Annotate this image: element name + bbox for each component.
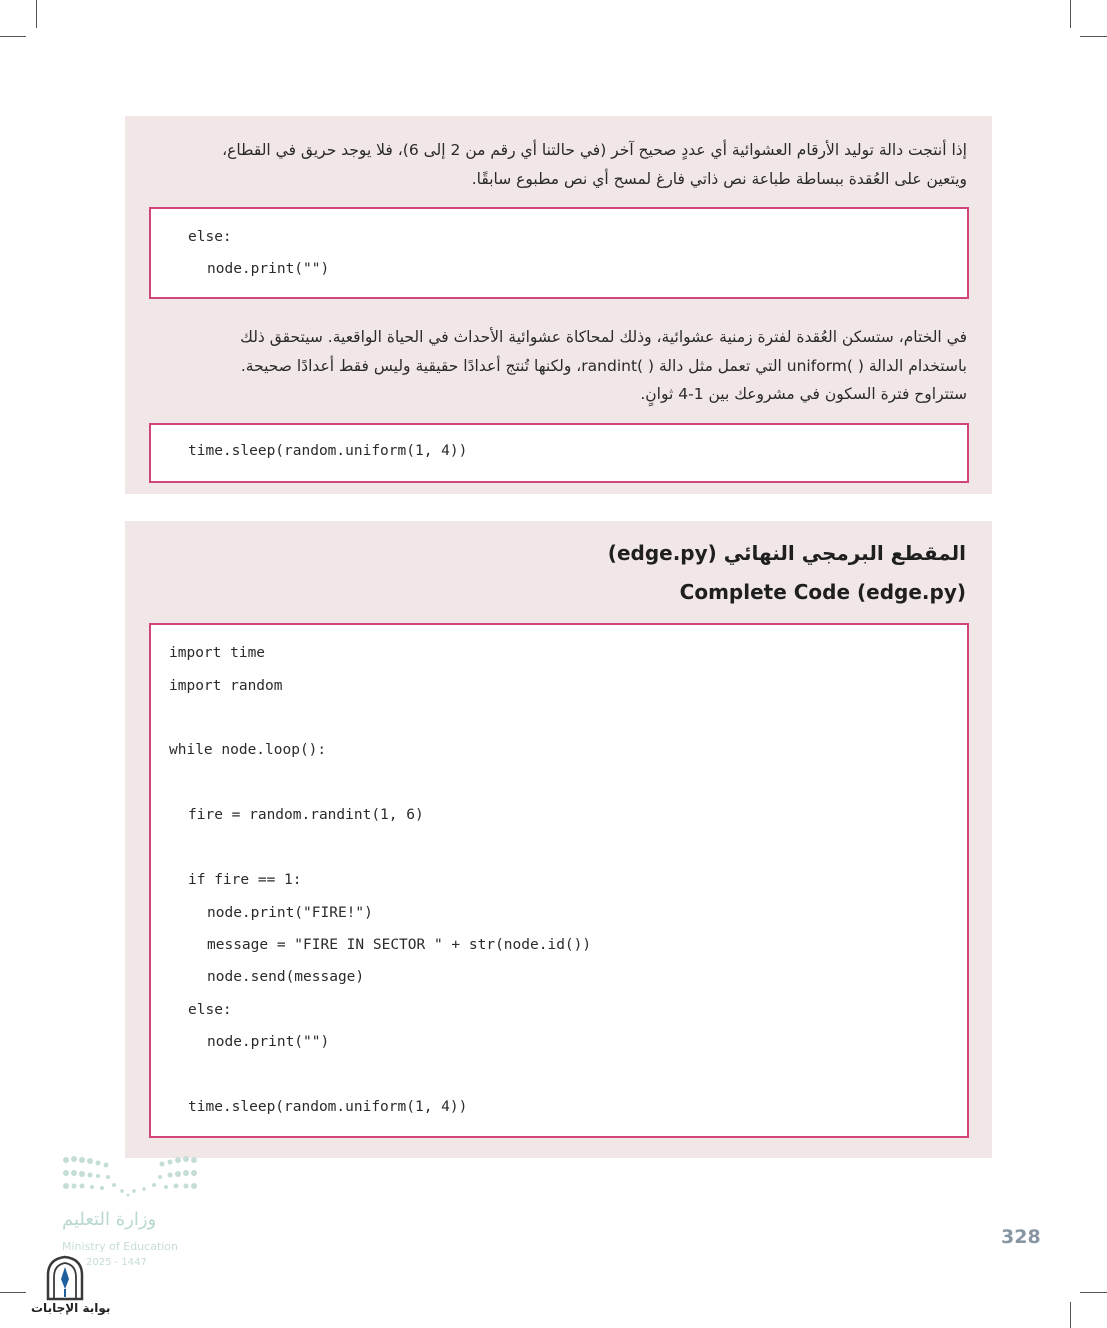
code-line: message = "FIRE IN SECTOR " + str(node.id()) bbox=[207, 937, 592, 953]
code-line: node.print("") bbox=[207, 261, 330, 277]
page-number: 328 bbox=[1001, 1226, 1041, 1248]
portal-name: بوابة الإجابات bbox=[31, 1301, 111, 1315]
code-line: else: bbox=[188, 229, 232, 245]
crop-mark bbox=[1080, 36, 1107, 37]
paragraph-line: باستخدام الدالة ( )uniform التي تعمل مثل دالة ( )randint، ولكنها تُنتج أعدادًا حقيقية وليس فقط أعدادًا صحيحة. bbox=[240, 356, 967, 375]
code-line: node.print("FIRE!") bbox=[207, 905, 373, 921]
crop-mark bbox=[0, 36, 26, 37]
ministry-logo-icon bbox=[62, 1155, 198, 1201]
crop-mark bbox=[1070, 0, 1071, 28]
code-snippet-sleep bbox=[149, 423, 969, 483]
crop-mark bbox=[0, 1292, 26, 1293]
portal-logo-icon bbox=[44, 1255, 86, 1301]
code-line: while node.loop(): bbox=[169, 742, 327, 758]
code-line: if fire == 1: bbox=[188, 872, 302, 888]
crop-mark bbox=[1070, 1302, 1071, 1328]
intro-paragraph bbox=[137, 136, 967, 193]
ministry-name-arabic: وزارة التعليم bbox=[62, 1209, 157, 1230]
code-line: time.sleep(random.uniform(1, 4)) bbox=[188, 1099, 468, 1115]
sleep-paragraph bbox=[137, 323, 967, 409]
crop-mark bbox=[1080, 1292, 1107, 1293]
paragraph-line: ستتراوح فترة السكون في مشروعك بين 1-4 ثوانٍ. bbox=[640, 385, 967, 403]
section-title-arabic: المقطع البرمجي النهائي (edge.py) bbox=[607, 541, 966, 565]
code-line: time.sleep(random.uniform(1, 4)) bbox=[188, 443, 468, 459]
ministry-name-english: Ministry of Education bbox=[62, 1240, 179, 1253]
code-snippet-else bbox=[149, 207, 969, 299]
code-line: node.print("") bbox=[207, 1034, 330, 1050]
edition-year: 2025 - 1447 bbox=[86, 1257, 147, 1268]
code-line: import time bbox=[169, 645, 266, 661]
code-line: import random bbox=[169, 678, 283, 694]
code-line: else: bbox=[188, 1002, 232, 1018]
paragraph-line: في الختام، ستسكن العُقدة لفترة زمنية عشوائية، وذلك لمحاكاة عشوائية الأحداث في الحياة الواقعية. سيتحقق ذلك bbox=[240, 328, 967, 346]
complete-code-block bbox=[149, 623, 969, 1138]
intro-line: إذا أنتجت دالة توليد الأرقام العشوائية أي عددٍ صحيح آخر (في حالتنا أي رقم من 2 إلى 6)، فلا يوجد حريق في القطاع، bbox=[222, 141, 967, 159]
section-title-english: Complete Code (edge.py) bbox=[679, 580, 966, 604]
intro-line: ويتعين على العُقدة ببساطة طباعة نص ذاتي فارغ لمسح أي نص مطبوع سابقًا. bbox=[471, 169, 967, 188]
code-line: node.send(message) bbox=[207, 969, 365, 985]
crop-mark bbox=[36, 0, 37, 28]
code-line: fire = random.randint(1, 6) bbox=[188, 807, 424, 823]
